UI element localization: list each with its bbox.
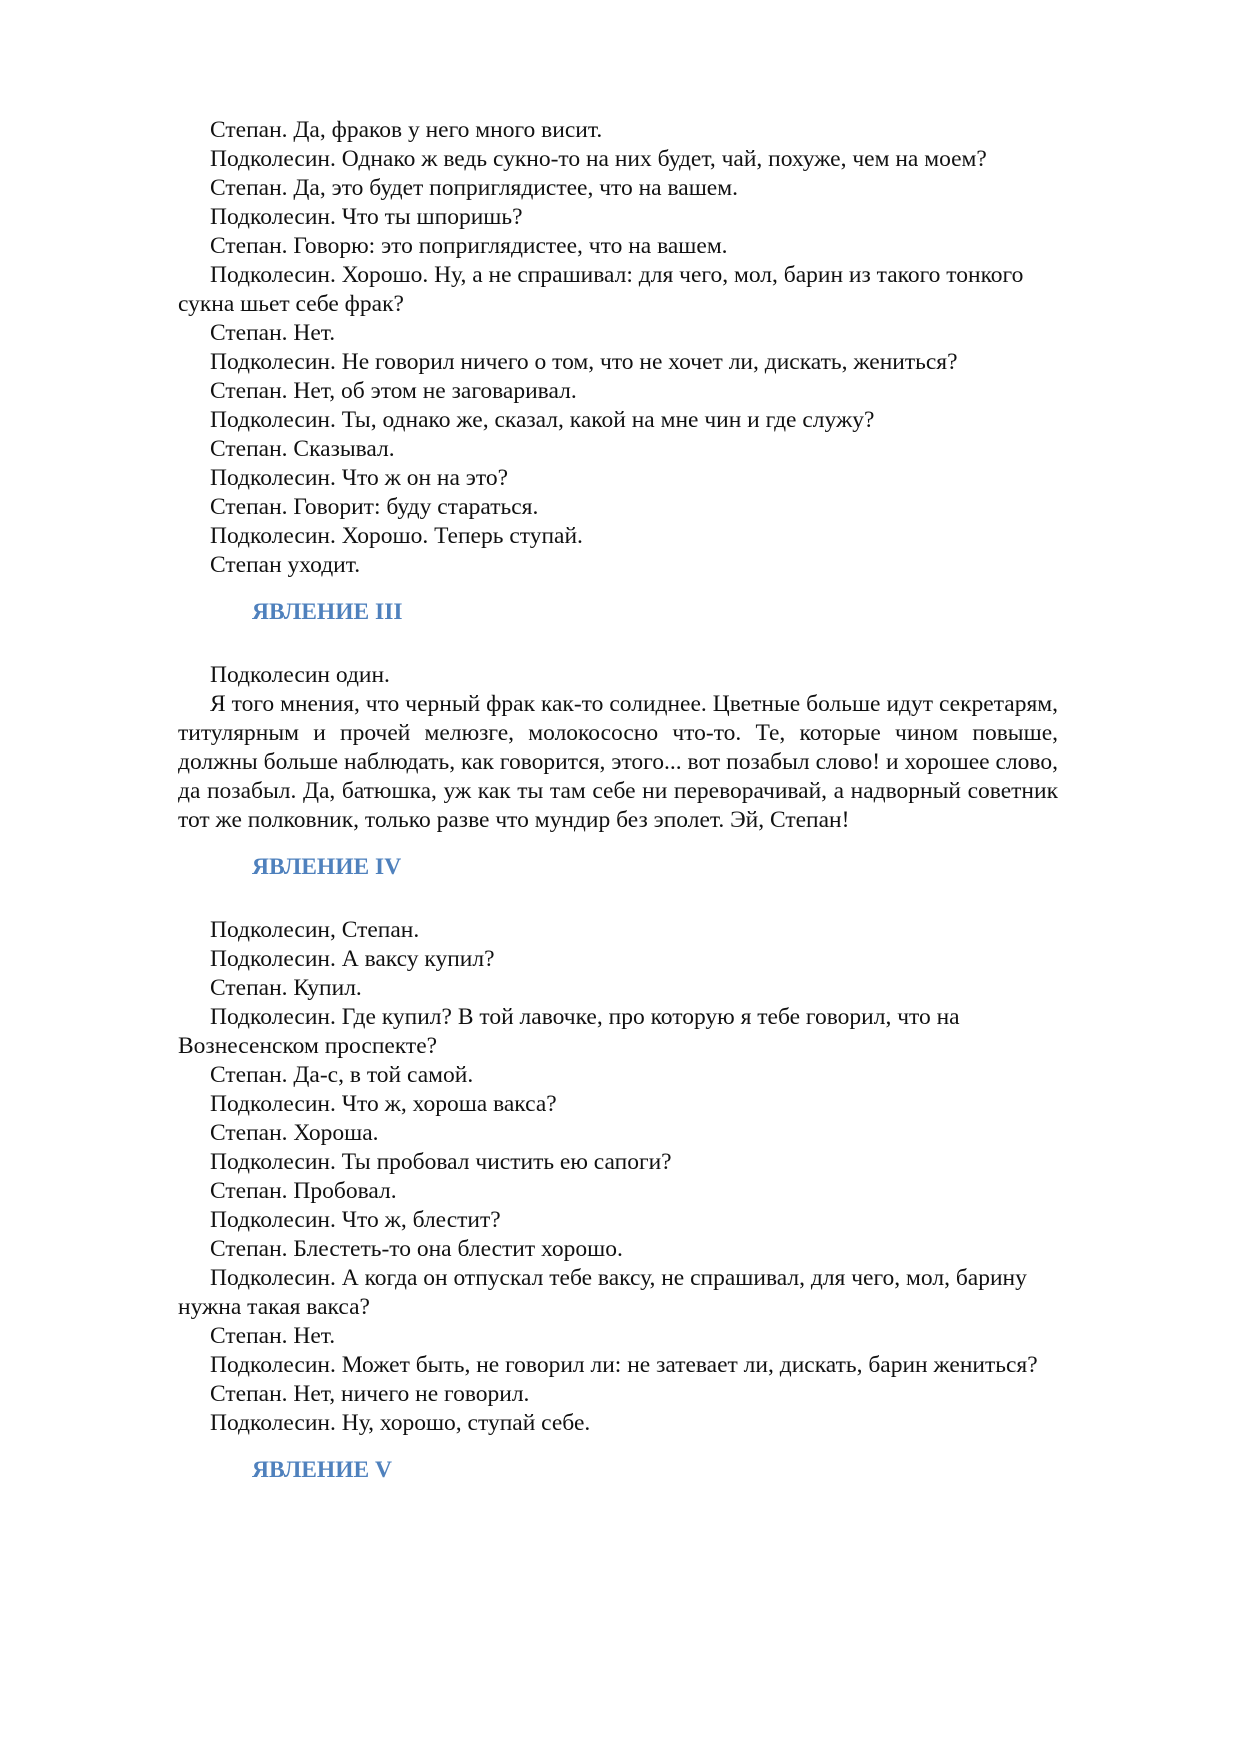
line: Подколесин. Что ты шпоришь? [210,204,523,230]
line: Степан. Сказывал. [210,436,395,462]
line: Подколесин. А когда он отпускал тебе ваксу, не спрашивал, для чего, мол, барину нужна такая вакса? [178,1265,1027,1320]
line: Подколесин. Хорошо. Ну, а не спрашивал: для чего, мол, барин из такого тонкого сукна шьет себе фрак? [178,262,1024,317]
line: Степан. Нет. [210,320,336,346]
dialogue-block-1 [178,116,1058,580]
line: Подколесин. Хорошо. Теперь ступай. [210,523,583,549]
line: Степан. Нет. [210,1323,336,1349]
line: Степан. Говорит: буду стараться. [210,494,539,520]
scene-heading-3: ЯВЛЕНИЕ III [252,599,403,625]
line: Подколесин один. [210,662,390,688]
line: Степан. Да-с, в той самой. [210,1062,474,1088]
line: Степан. Да, фраков у него много висит. [210,117,603,143]
line: Подколесин. Где купил? В той лавочке, про которую я тебе говорил, что на Вознесенском проспекте? [178,1004,960,1059]
line: Степан. Купил. [210,975,362,1001]
dialogue-block-2 [178,916,1058,1438]
line: Степан уходит. [210,552,361,578]
line: Я того мнения, что черный фрак как-то солиднее. Цветные больше идут секретарям, титулярным и прочей мелюзге, молокососно что-то. Те, которые чином повыше, должны больше наблюдать, как говорится, этого... вот позабыл слово! и хорошее слово, да позабыл. Да, батюшка, уж как ты там себе ни переворачивай, а надворный советник тот же полковник, только разве что мундир без эполет. Эй, Степан! [178,691,1058,833]
line: Степан. Нет, об этом не заговаривал. [210,378,577,404]
line: Подколесин. Что ж, блестит? [210,1207,501,1233]
line: Подколесин. Что ж он на это? [210,465,509,491]
line: Степан. Да, это будет поприглядистее, что на вашем. [210,175,738,201]
scene-heading-4: ЯВЛЕНИЕ IV [252,854,402,880]
line: Подколесин. Однако ж ведь сукно-то на них будет, чай, похуже, чем на моем? [210,146,987,172]
line: Подколесин. Что ж, хороша вакса? [210,1091,557,1117]
line: Подколесин. А ваксу купил? [210,946,495,972]
line: Степан. Говорю: это поприглядистее, что на вашем. [210,233,728,259]
line: Степан. Нет, ничего не говорил. [210,1381,530,1407]
line: Степан. Хороша. [210,1120,379,1146]
line: Подколесин. Ну, хорошо, ступай себе. [210,1410,591,1436]
line: Степан. Пробовал. [210,1178,397,1204]
line: Подколесин. Может быть, не говорил ли: не затевает ли, дискать, барин жениться? [210,1352,1038,1378]
line: Подколесин. Ты, однако же, сказал, какой на мне чин и где служу? [210,407,875,433]
line: Степан. Блестеть-то она блестит хорошо. [210,1236,623,1262]
document-body [178,116,1058,1519]
line: Подколесин, Степан. [210,917,420,943]
line: Подколесин. Не говорил ничего о том, что не хочет ли, дискать, жениться? [210,349,958,375]
line: Подколесин. Ты пробовал чистить ею сапоги? [210,1149,672,1175]
monologue-block [178,661,1058,835]
scene-heading-5: ЯВЛЕНИЕ V [252,1457,393,1483]
